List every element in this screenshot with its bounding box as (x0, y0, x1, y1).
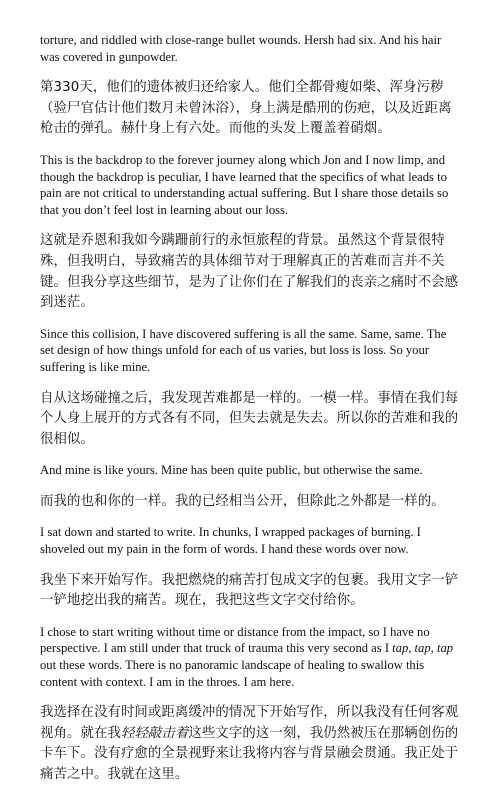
paragraph-text: 我坐下来开始写作。我把燃烧的痛苦打包成文字的包裹。我用文字一铲一铲地挖出我的痛苦。现在，我把这些文字交付给你。 (40, 572, 459, 609)
paragraph-text: 第330天，他们的遗体被归还给家人。他们全都骨瘦如柴、浑身污秽（验尸官估计他们数月未曾沐浴），身上满是酷刑的伤疤，以及近距离枪击的弹孔。赫什身上有六处。而他的头发上覆盖着硝烟。 (40, 80, 452, 137)
paragraph-text: 自从这场碰撞之后，我发现苦难都是一样的。一模一样。事情在我们每个人身上展开的方式各有不同，但失去就是失去。所以你的苦难和我的很相似。 (40, 390, 459, 447)
document-page (40, 32, 462, 798)
paragraph-zh-6 (40, 703, 462, 785)
paragraph-text: I sat down and started to write. In chunks, I wrapped packages of burning. I shoveled out my pain in the form of words. I hand these words over now. (40, 525, 421, 557)
italic-text: tap, tap, tap (392, 641, 454, 656)
paragraph-text: torture, and riddled with close-range bullet wounds. Hersh had six. And his hair was covered in gunpowder. (40, 33, 442, 64)
paragraph-zh-4 (40, 492, 462, 513)
paragraph-en-6 (40, 624, 462, 690)
paragraph-text: 这就是乔恩和我如今蹒跚前行的永恒旅程的背景。虽然这个背景很特殊，但我明白，导致痛苦的具体细节对于理解真正的苦难而言并不关键。但我分享这些细节，是为了让你们在了解我们的丧亲之痛时不会感到迷茫。 (40, 233, 459, 311)
paragraph-text: 这些文字的这一刻，我仍然被压在那辆创伤的卡车下。没有疗愈的全景视野来让我将内容与背景融会贯通。我正处于痛苦之中。我就在这里。 (40, 725, 459, 782)
paragraph-zh-5 (40, 571, 462, 612)
paragraph-en-5 (40, 524, 462, 557)
paragraph-en-2 (40, 152, 462, 218)
paragraph-text: This is the backdrop to the forever journey along which Jon and I now limp, and though the backdrop is peculiar, I have learned that the specifics of what leads to pain are not critical to understanding actual suffering. But I share those details so that you don’t feel lost in learning about our loss. (40, 152, 449, 217)
paragraph-text: 我选择在没有时间或距离缓冲的情况下开始写作，所以我没有任何客观视角。就在我 (40, 705, 459, 741)
paragraph-en-3 (40, 326, 462, 376)
paragraph-zh-1 (40, 78, 462, 140)
paragraph-text: And mine is like yours. Mine has been quite public, but otherwise the same. (40, 463, 423, 478)
paragraph-text: I chose to start writing without time or distance from the impact, so I have no perspective. I am still under that truck of trauma this very second as I (40, 624, 430, 656)
italic-text: 轻轻敲击着 (120, 725, 189, 741)
paragraph-zh-2 (40, 231, 462, 313)
paragraph-text: 而我的也和你的一样。我的已经相当公开，但除此之外都是一样的。 (40, 493, 445, 509)
paragraph-zh-3 (40, 389, 462, 451)
paragraph-text: Since this collision, I have discovered suffering is all the same. Same, same. The set design of how things unfold for each of us varies, but loss is loss. So your suffering is like mine. (40, 326, 447, 374)
paragraph-text: out these words. There is no panoramic landscape of healing to swallow this content with context. I am in the throes. I am here. (40, 658, 425, 689)
paragraph-en-4 (40, 462, 462, 479)
paragraph-en-1 (40, 32, 462, 65)
